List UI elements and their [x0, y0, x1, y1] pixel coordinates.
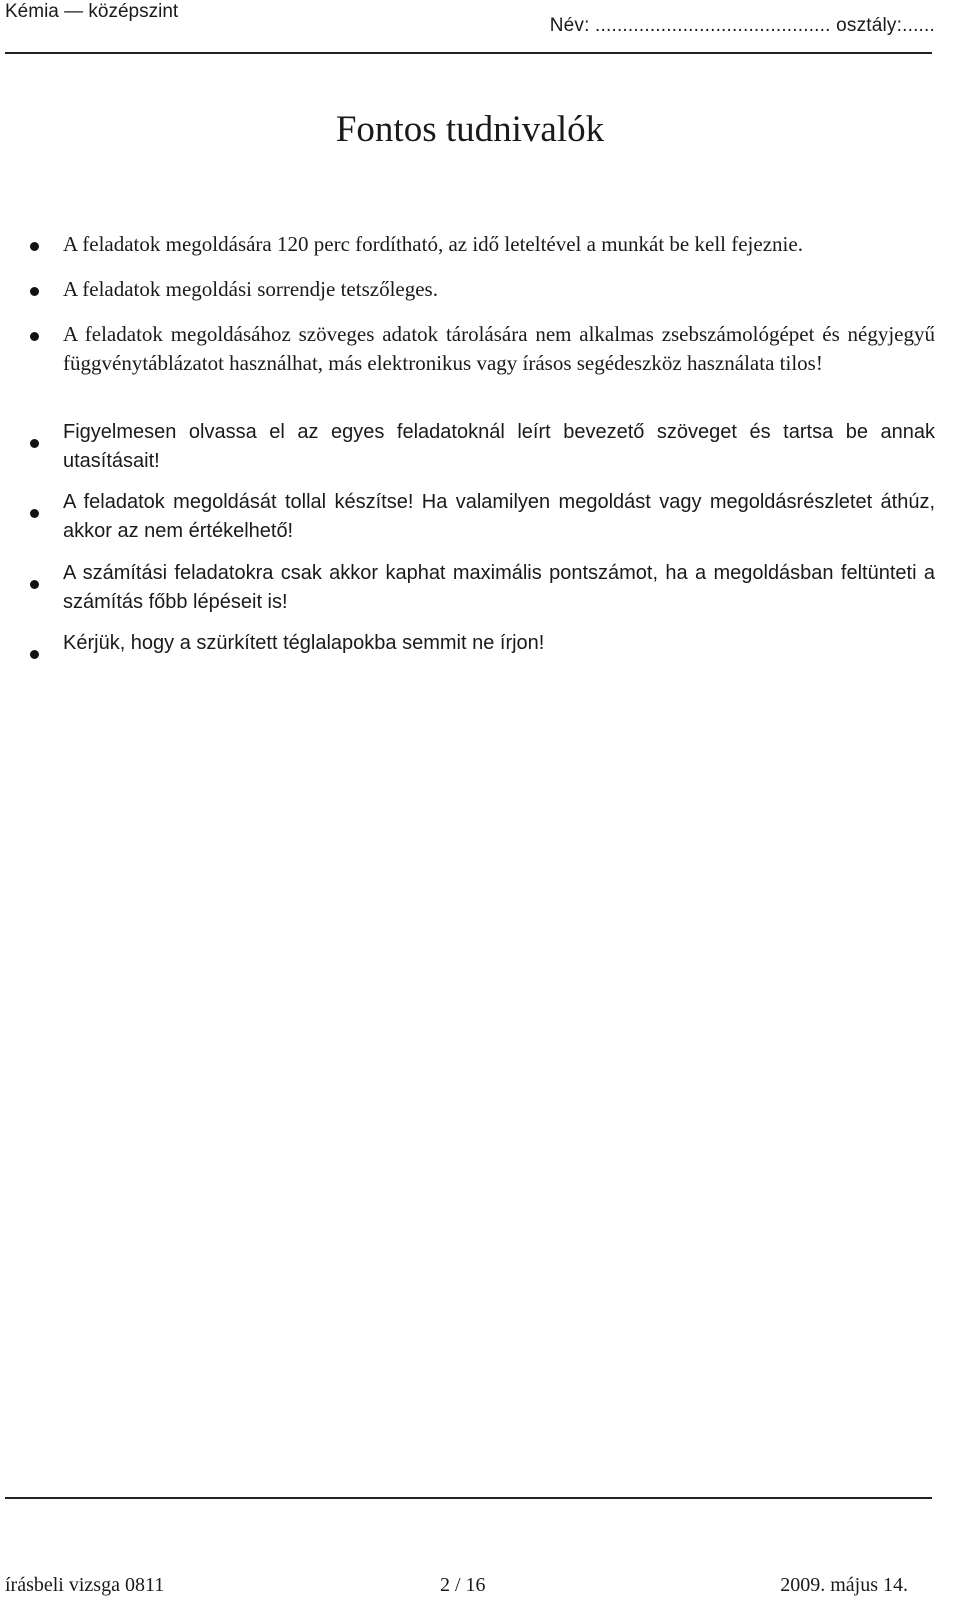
bullet-icon: [30, 580, 39, 589]
bullet-icon: [30, 509, 39, 518]
instruction-text: A feladatok megoldására 120 perc fordítható, az idő leteltével a munkát be kell fejeznie.: [63, 232, 803, 256]
page-number: 2 / 16: [440, 1574, 486, 1596]
instruction-text: Kérjük, hogy a szürkített téglalapokba semmit ne írjon!: [63, 632, 545, 654]
instruction-text: Figyelmesen olvassa el az egyes feladatoknál leírt bevezető szöveget és tartsa be annak utasításait!: [63, 421, 935, 472]
instruction-text: A feladatok megoldási sorrendje tetszőleges.: [63, 277, 438, 301]
footer-divider: [5, 1497, 932, 1499]
instruction-text: A számítási feladatokra csak akkor kaphat maximális pontszámot, ha a megoldásban feltünteti a számítás főbb lépéseit is!: [63, 562, 935, 613]
subject-label: Kémia — középszint: [5, 1, 179, 22]
bullet-icon: [30, 242, 39, 251]
instruction-text: A feladatok megoldásához szöveges adatok tárolására nem alkalmas zsebszámológépet és négyjegyű függvénytáblázatot használhat, más elektronikus vagy írásos segédeszköz használata tilos!: [63, 322, 935, 375]
header-divider: [5, 52, 932, 54]
bullet-icon: [30, 439, 39, 448]
bullet-icon: [30, 650, 39, 659]
page-footer: [0, 1572, 960, 1602]
name-class-field: Név: ........................................... osztály:......: [549, 15, 935, 36]
instruction-text: A feladatok megoldását tollal készítse! Ha valamilyen megoldást vagy megoldásrészletet áthúz, akkor az nem értékelhető!: [63, 491, 935, 542]
bullet-icon: [30, 287, 39, 296]
exam-code: írásbeli vizsga 0811: [5, 1574, 165, 1596]
page-header: [0, 0, 960, 56]
exam-date: 2009. május 14.: [780, 1574, 908, 1596]
page-title: Fontos tudnivalók: [335, 109, 605, 150]
bullet-icon: [30, 332, 39, 341]
